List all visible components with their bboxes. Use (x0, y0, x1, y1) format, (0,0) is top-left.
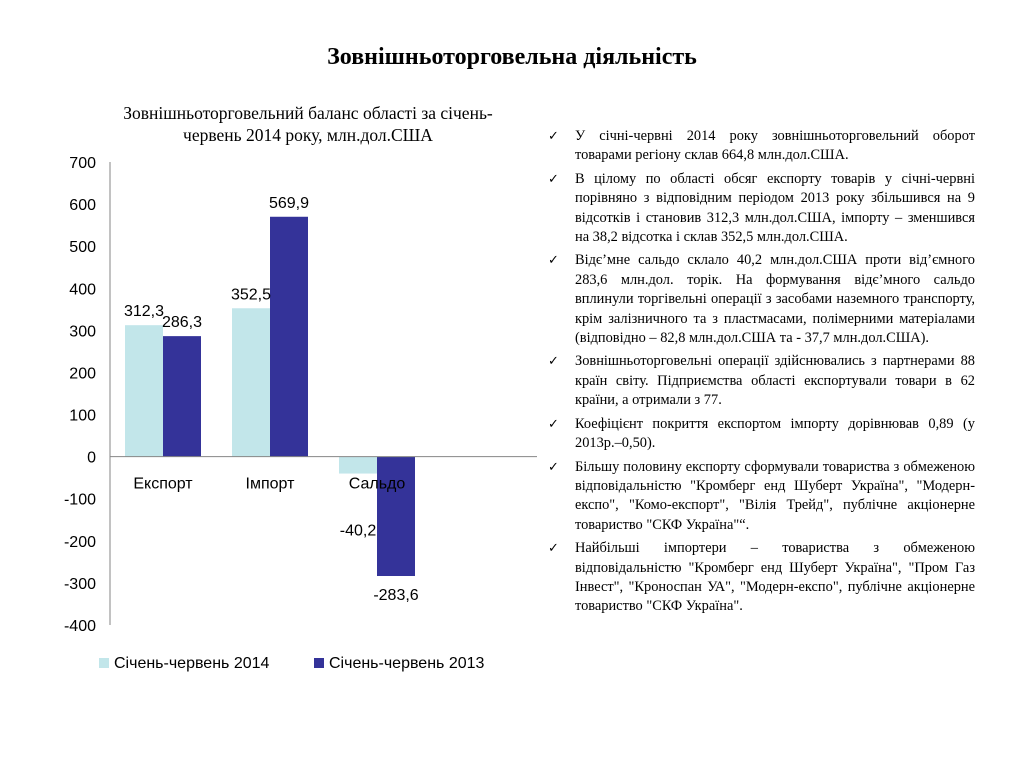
y-tick-label: 700 (69, 155, 96, 172)
y-axis-ticks (64, 155, 96, 635)
bullet-item (545, 352, 975, 410)
bullet-text: У січні-червні 2014 року зовнішньоторговельний оборот товарами регіону склав 664,8 млн.дол.США. (575, 128, 975, 164)
bar (270, 217, 308, 457)
bullet-text: В цілому по області обсяг експорту товарів у січні-червні порівняно з відповідним періодом 2013 року збільшився на 9 відсотків і становив 312,3 млн.дол.США, імпорту – зменшився на 38,2 відсотка і склав 352,5 млн.дол.США. (575, 170, 975, 246)
bullet-text: Найбільші імпортери – товариства з обмеженою відповідальністю "Кромберг енд Шуберт Україна", "Пром Газ Інвест", "Кроноспан УА", "Модерн-експо", публічне акціонерне товариство "СКФ Україна". (575, 540, 975, 615)
bullet-item (545, 251, 975, 348)
bullet-text: Більшу половину експорту сформували товариства з обмеженою відповідальністю "Кромберг енд Шуберт Україна", "Модерн-експо", "Комо-експорт", "Вілія Трейд", публічне акціонерне товариство "СКФ Україна"“. (575, 458, 975, 533)
checkmark-icon: ✓ (548, 354, 559, 370)
chart-title-line-1: Зовнішньоторговельний баланс області за січень- (123, 103, 493, 123)
checkmark-icon: ✓ (548, 129, 559, 144)
checkmark-icon: ✓ (548, 416, 559, 432)
bullet-text: Коефіцієнт покриття експортом імпорту дорівнював 0,89 (у 2013р.–0,50). (575, 415, 975, 452)
checkmark-icon: ✓ (548, 171, 559, 187)
legend-swatch (314, 658, 324, 668)
legend (99, 655, 485, 672)
y-tick-label: 0 (87, 449, 96, 467)
legend-label: Січень-червень 2013 (329, 655, 485, 672)
chart-title-line-2: червень 2014 року, млн.дол.США (183, 125, 433, 145)
data-label: -283,6 (373, 587, 419, 605)
checkmark-icon: ✓ (548, 459, 559, 475)
data-label: 312,3 (123, 303, 165, 321)
data-label: 352,5 (230, 286, 272, 304)
y-tick-label: 600 (69, 197, 96, 215)
y-tick-label: -100 (63, 491, 96, 509)
y-tick-label: 400 (69, 281, 96, 299)
x-tick-label: Сальдо (348, 475, 406, 493)
bar (163, 336, 201, 457)
bullet-item (545, 170, 975, 248)
bullet-text: Зовнішньоторговельні операції здійснювались з партнерами 88 країн світу. Підприємства області експортували товари в 62 країни, а отримали з 77. (575, 353, 975, 409)
data-label: 286,3 (161, 314, 203, 332)
data-label: 569,9 (268, 194, 310, 212)
x-axis-labels (133, 476, 405, 493)
checkmark-icon: ✓ (548, 253, 559, 269)
bar-chart (0, 0, 560, 700)
bar (377, 457, 415, 576)
page-title: Зовнішньоторговельна діяльність (327, 44, 697, 70)
bullet-text: Відє’мне сальдо склало 40,2 млн.дол.США проти від’ємного 283,6 млн.дол. торік. На формування відє’много сальдо вплинули торгівельні операції з засобами наземного транспорту, крім залізничного та з пластмасами, полімерними матеріалами (відповідно – 82,8 млн.дол.США та - 37,7 млн.дол.США). (575, 252, 975, 347)
y-tick-label: 200 (69, 365, 96, 383)
legend-label: Січень-червень 2014 (114, 655, 270, 672)
bar (339, 457, 377, 474)
checkmark-icon: ✓ (548, 541, 559, 557)
bullet-item (545, 539, 975, 617)
bullet-list (545, 127, 975, 621)
bullet-item (545, 458, 975, 536)
bar (232, 308, 270, 456)
y-tick-label: 100 (69, 407, 96, 425)
y-tick-label: -300 (63, 575, 96, 593)
y-tick-label: 300 (69, 323, 96, 341)
legend-swatch (99, 658, 109, 668)
bar (125, 325, 163, 456)
y-tick-label: 500 (69, 239, 96, 257)
bullet-item (545, 127, 975, 166)
data-label: -40,2 (339, 522, 377, 540)
bullet-item (545, 415, 975, 454)
x-tick-label: Експорт (133, 475, 193, 493)
x-tick-label: Імпорт (245, 475, 295, 493)
y-tick-label: -200 (63, 533, 96, 551)
y-tick-label: -400 (63, 618, 96, 635)
